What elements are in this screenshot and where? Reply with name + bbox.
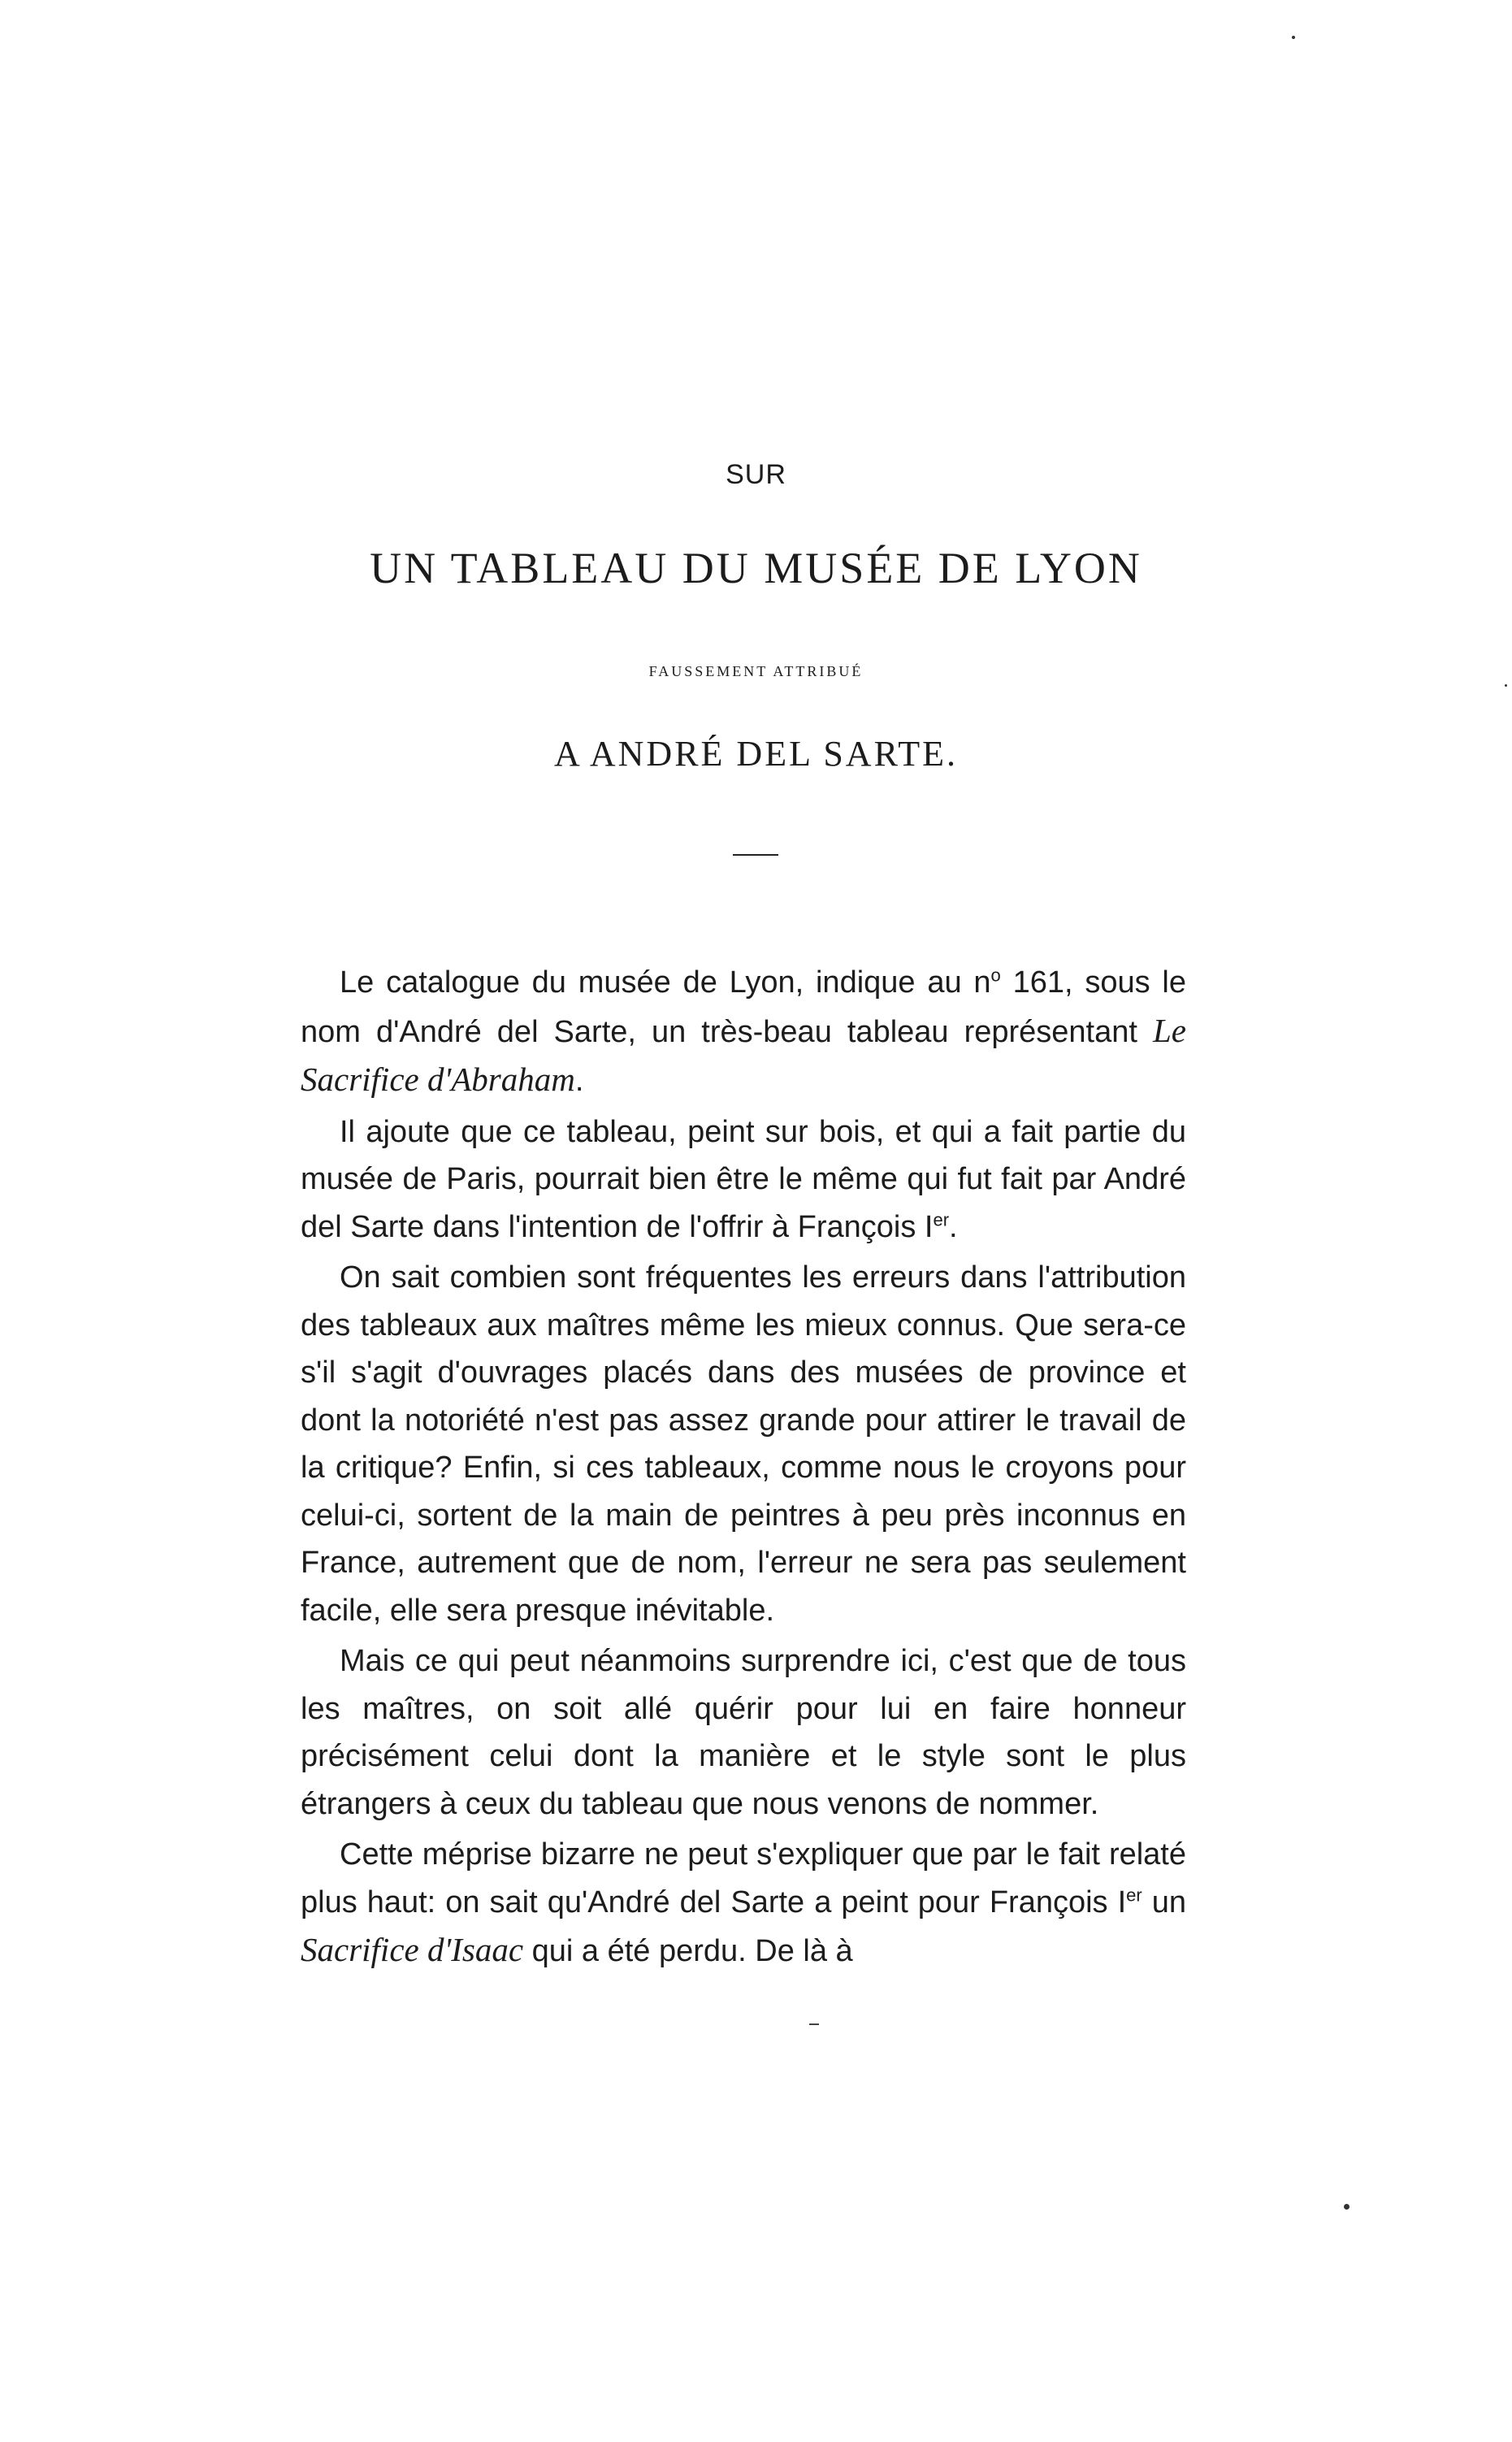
p2-text-a: Il ajoute que ce tableau, peint sur bois, et qui a fait partie du musée de Paris, pourrait bien être le même qui fut fait par André del Sarte dans l'intention de l'offrir à François I [301, 1114, 1186, 1244]
p5-text-b: un [1142, 1885, 1186, 1919]
page-title: UN TABLEAU DU MUSÉE DE LYON [370, 544, 1142, 592]
p5-text-a: Cette méprise bizarre ne peut s'expliquer que par le fait relaté plus haut: on sait qu'André del Sarte a peint pour François I [301, 1837, 1186, 1919]
p5-artwork-title: Sacrifice d'Isaac [301, 1931, 524, 1968]
p1-text-a: Le catalogue du musée de Lyon, indique au n [340, 965, 991, 1000]
paragraph-3: On sait combien sont fréquentes les erreurs dans l'attribution des tableaux aux maîtres même les mieux connus. Que sera-ce s'il s'agit d'ouvrages placés dans des musées de province et dont la notoriété n'est pas assez grande pour attirer le travail de la critique? Enfin, si ces tableaux, comme nous le croyons pour celui-ci, sortent de la main de peintres à peu près inconnus en France, autrement que de nom, l'erreur ne sera pas seulement facile, elle sera presque inévitable. [301, 1260, 1186, 1628]
paragraph-2 [301, 1108, 1186, 1251]
page-catchword-mark [809, 2023, 819, 2025]
p5-superscript: er [1126, 1884, 1142, 1905]
p1-superscript: o [990, 965, 1001, 986]
speck-mark [1344, 2204, 1350, 2210]
title-divider [733, 854, 778, 856]
title-prefix: SUR [726, 459, 786, 490]
p1-text-c: . [574, 1064, 584, 1098]
p5-text-c: qui a été perdu. De là à [523, 1934, 853, 1968]
p1-artwork-title: Le Sacrifice d'Abraham [301, 1011, 1186, 1098]
title-author-line: A ANDRÉ DEL SARTE. [553, 734, 959, 774]
paragraph-4: Mais ce qui peut néanmoins surprendre ici, c'est que de tous les maîtres, on soit allé quérir pour lui en faire honneur précisément celui dont la manière et le style sont le plus étrangers à ceux du tableau que nous venons de nommer. [301, 1644, 1186, 1821]
paragraph-5 [301, 1831, 1186, 1976]
p2-superscript: er [933, 1208, 950, 1230]
body-text [301, 959, 1186, 1979]
paragraph-1 [301, 959, 1186, 1105]
title-subtitle: FAUSSEMENT ATTRIBUÉ [648, 663, 864, 679]
p1-text-b: 161, sous le nom d'André del Sarte, un très-beau tableau représentant [301, 965, 1186, 1049]
speck-mark [1292, 36, 1295, 39]
p2-text-b: . [949, 1209, 958, 1244]
speck-mark [1505, 684, 1507, 687]
